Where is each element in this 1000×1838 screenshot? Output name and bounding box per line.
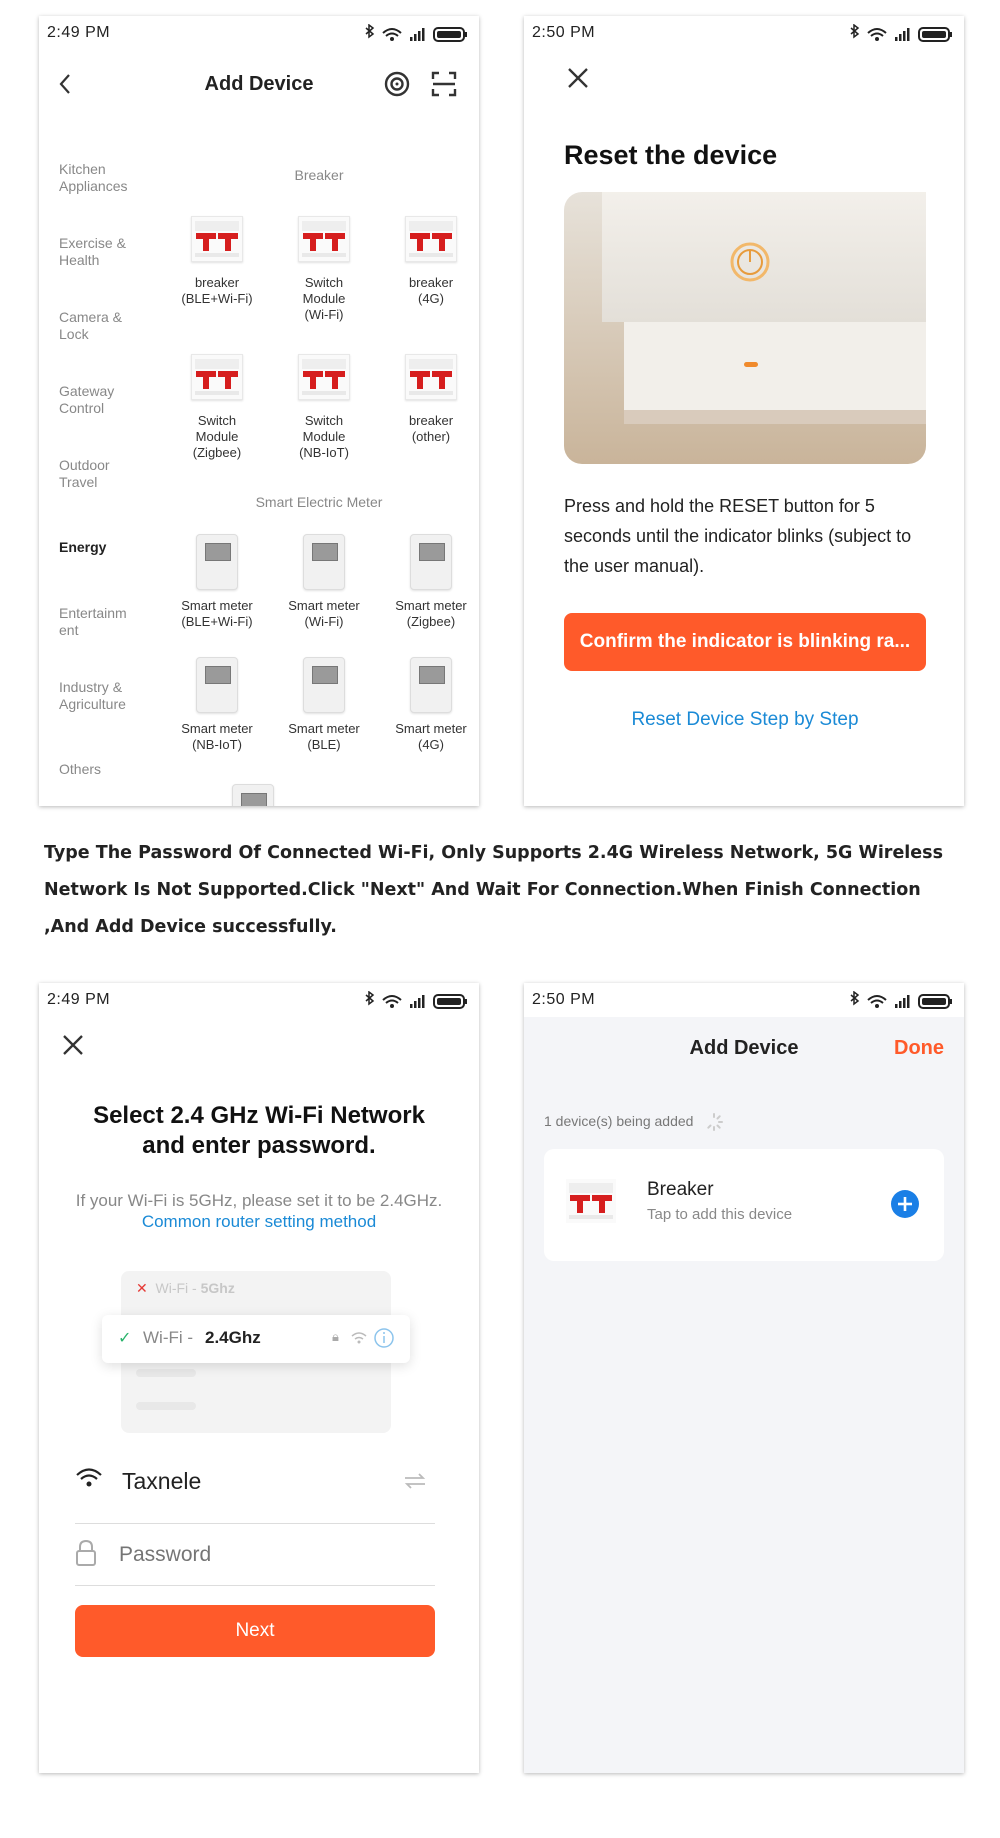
wifi-24g-row: [102, 1315, 410, 1363]
category-outdoor[interactable]: [59, 457, 149, 491]
loading-spinner-icon: [704, 1112, 724, 1132]
check-icon: ✓: [118, 1330, 132, 1347]
add-plus-icon[interactable]: [890, 1189, 920, 1219]
wifi-5g-band: 5Ghz: [200, 1280, 235, 1296]
category-camera[interactable]: [59, 309, 149, 343]
device-tile[interactable]: [165, 354, 269, 461]
instruction-caption: Type The Password Of Connected Wi-Fi, Only Supports 2.4G Wireless Network, 5G Wireless Network Is Not Supported.Click "Next" And Wait For Connection.When Finish Connection ,And Add Device successfully.: [44, 843, 944, 937]
meter-image: [410, 534, 452, 590]
group-title-breaker: Breaker: [294, 167, 344, 183]
status-time: 2:49 PM: [47, 24, 111, 41]
page-title: Reset the device: [564, 140, 778, 170]
status-bar: [39, 16, 479, 50]
close-icon[interactable]: [62, 1034, 84, 1056]
meter-image: [410, 657, 452, 713]
wifi-select-screen: [39, 983, 479, 1773]
password-input[interactable]: [117, 1539, 421, 1571]
device-tile[interactable]: [165, 534, 269, 630]
router-setting-link[interactable]: Common router setting method: [141, 1212, 377, 1231]
category-label: Entertainm ent: [59, 605, 127, 638]
device-label: Switch Module (Wi-Fi): [302, 275, 346, 322]
status-bar: [39, 983, 479, 1017]
lock-icon: [75, 1539, 97, 1567]
category-gateway[interactable]: [59, 383, 149, 417]
next-button[interactable]: Next: [75, 1605, 435, 1657]
page-title: Add Device: [204, 73, 314, 95]
category-exercise[interactable]: [59, 235, 149, 269]
status-icons: [361, 991, 471, 1011]
page-title: Select 2.4 GHz Wi-Fi Network and enter password.: [93, 1102, 425, 1159]
back-chevron-icon[interactable]: [57, 72, 73, 96]
device-tile[interactable]: [379, 216, 479, 307]
device-label: Smart meter (NB-IoT): [181, 721, 253, 752]
status-icons: [361, 24, 471, 44]
target-icon[interactable]: [383, 70, 411, 98]
router-image: [564, 192, 926, 464]
wifi-hint: If your Wi-Fi is 5GHz, please set it to be 2.4GHz.: [75, 1191, 443, 1210]
status-time: 2:50 PM: [532, 991, 596, 1008]
category-label: Gateway Control: [59, 383, 115, 416]
device-label: Smart meter (BLE): [288, 721, 360, 752]
category-label: Others: [59, 761, 102, 777]
device-tile[interactable]: [165, 657, 269, 753]
status-time: 2:50 PM: [532, 24, 596, 41]
breaker-image: [298, 354, 350, 400]
category-energy[interactable]: [59, 539, 149, 556]
device-label: Switch Module (Zigbee): [192, 413, 242, 460]
breaker-image: [191, 354, 243, 400]
device-tile[interactable]: [379, 534, 479, 630]
meter-image: [232, 784, 274, 806]
confirm-blinking-button[interactable]: Confirm the indicator is blinking ra...: [564, 613, 926, 671]
wifi-icon: [75, 1467, 103, 1489]
wifi-24g-band: 2.4Ghz: [205, 1328, 261, 1347]
device-label: Smart meter (4G): [395, 721, 467, 752]
category-label: Outdoor Travel: [59, 457, 110, 490]
switch-network-icon[interactable]: [403, 1472, 427, 1490]
category-label: Energy: [59, 539, 107, 555]
wifi-ssid-field[interactable]: Taxnele: [122, 1468, 202, 1494]
info-icon: [373, 1327, 395, 1349]
breaker-image: [405, 354, 457, 400]
device-tile[interactable]: [272, 657, 376, 753]
device-tile[interactable]: [272, 534, 376, 630]
device-name: Breaker: [647, 1179, 714, 1200]
device-tile[interactable]: [272, 354, 376, 461]
status-icons: [846, 24, 956, 44]
device-label: Smart meter (Wi-Fi): [288, 598, 360, 629]
reset-step-link[interactable]: Reset Device Step by Step: [631, 709, 859, 730]
category-label: Industry & Agriculture: [59, 679, 126, 712]
device-tile[interactable]: [379, 354, 479, 445]
category-others[interactable]: [59, 761, 149, 778]
meter-image: [196, 534, 238, 590]
device-label: Smart meter (Zigbee): [395, 598, 467, 629]
page-title: Add Device: [689, 1037, 799, 1059]
meter-image: [303, 534, 345, 590]
status-bar: [524, 983, 964, 1017]
done-button[interactable]: Done: [894, 1037, 944, 1059]
scan-icon[interactable]: [430, 70, 458, 98]
reset-instructions: Press and hold the RESET button for 5 seconds until the indicator blinks (subject to the user manual).: [564, 496, 912, 576]
breaker-image: [298, 216, 350, 262]
status-icons: [846, 991, 956, 1011]
meter-image: [303, 657, 345, 713]
category-kitchen[interactable]: [59, 161, 149, 195]
adding-status: 1 device(s) being added: [544, 1113, 694, 1129]
device-tile[interactable]: [379, 657, 479, 753]
category-label: Kitchen Appliances: [59, 161, 128, 194]
device-label: Smart meter (BLE+Wi-Fi): [181, 598, 253, 629]
close-icon[interactable]: [566, 66, 590, 90]
device-label: breaker (4G): [408, 275, 454, 306]
category-label: Camera & Lock: [59, 309, 123, 342]
device-label: breaker (other): [408, 413, 454, 444]
status-bar: [524, 16, 964, 50]
meter-image: [196, 657, 238, 713]
breaker-image: [566, 1179, 616, 1223]
breaker-image: [405, 216, 457, 262]
category-entertainment[interactable]: [59, 605, 149, 639]
device-tile[interactable]: [272, 216, 376, 323]
device-label: breaker (BLE+Wi-Fi): [181, 275, 253, 306]
wifi-5g-prefix: Wi-Fi -: [155, 1280, 201, 1296]
wifi-24g-prefix: Wi-Fi -: [143, 1328, 194, 1347]
reset-device-screen: [524, 16, 964, 806]
breaker-image: [191, 216, 243, 262]
status-time: 2:49 PM: [47, 991, 111, 1008]
device-subtitle: Tap to add this device: [647, 1206, 793, 1223]
device-label: Switch Module (NB-IoT): [299, 413, 349, 460]
wifi-icon: [351, 1331, 367, 1345]
group-title-meter: Smart Electric Meter: [255, 494, 383, 510]
add-device-screen: [39, 16, 479, 806]
lock-icon: 🔒︎: [332, 1329, 339, 1344]
device-tile[interactable]: [165, 216, 269, 307]
category-industry[interactable]: [59, 679, 149, 713]
error-x-icon: ✕: [136, 1280, 148, 1296]
category-label: Exercise & Health: [59, 235, 126, 268]
add-device-progress-screen: [524, 983, 964, 1773]
device-card[interactable]: [544, 1149, 944, 1261]
